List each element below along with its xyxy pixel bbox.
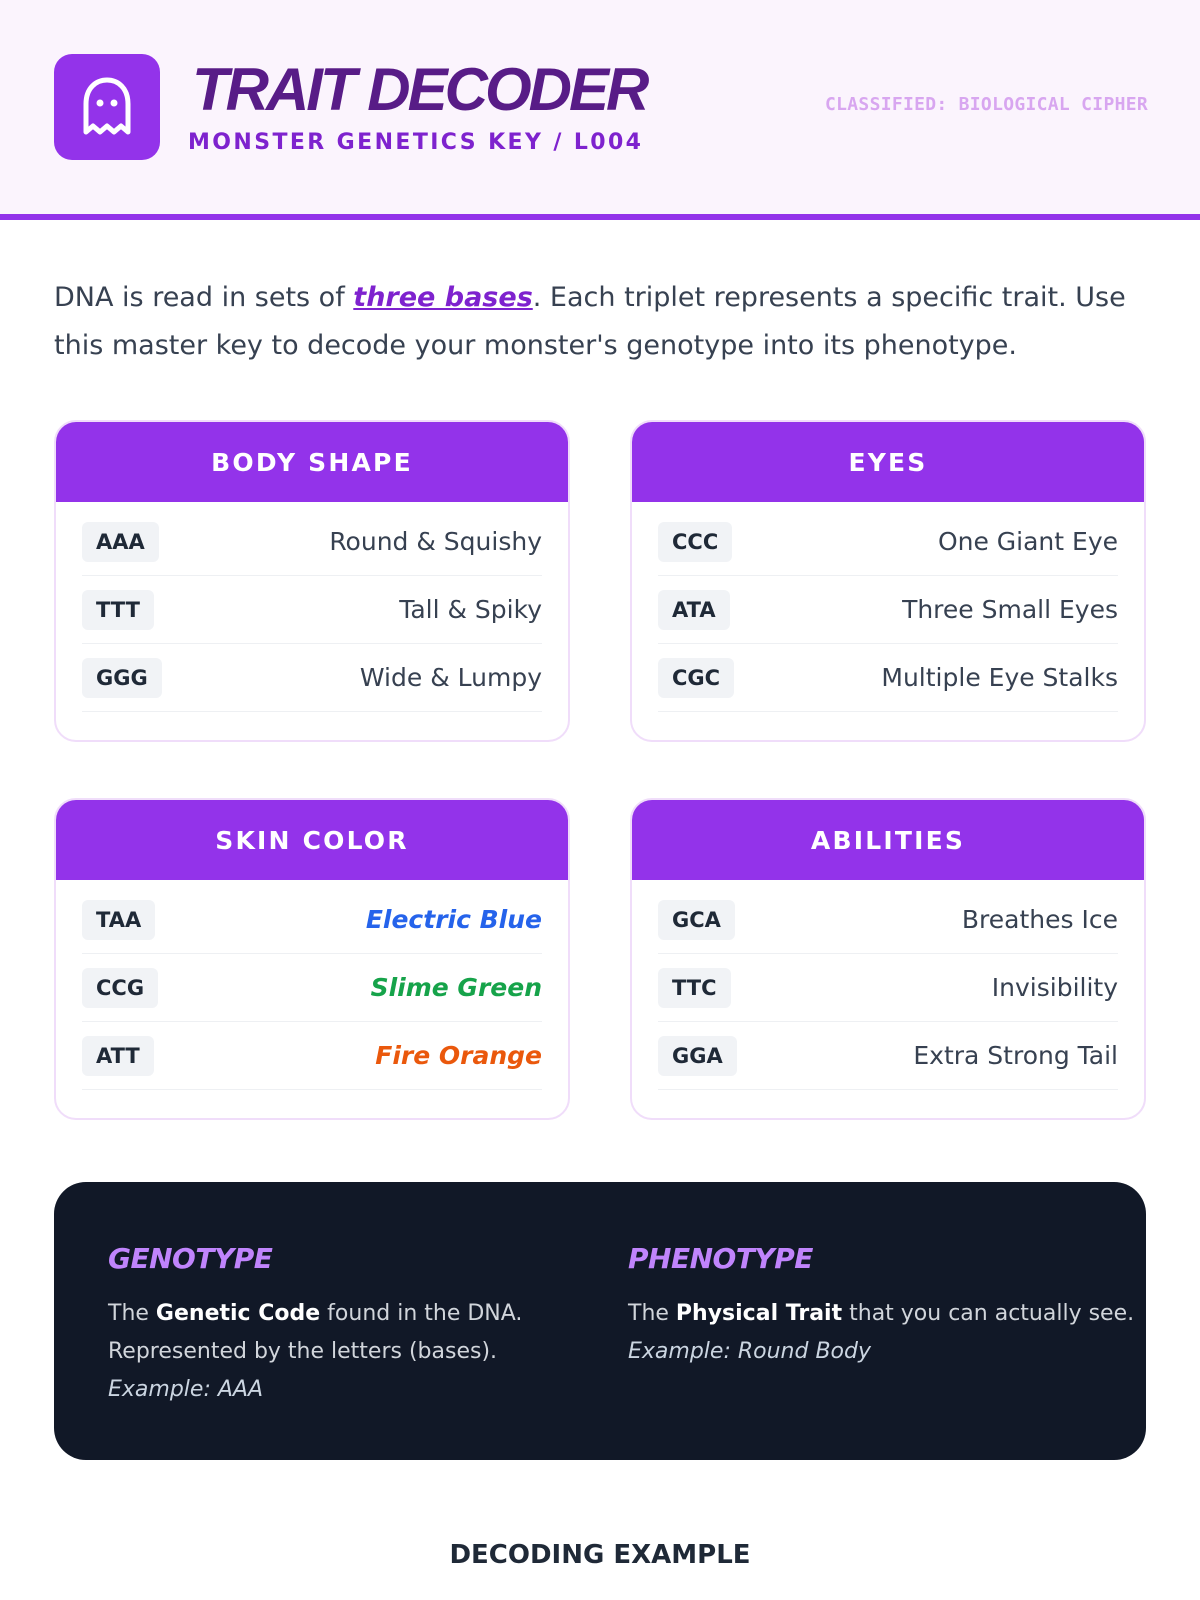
codon-badge: GGA bbox=[658, 1036, 737, 1076]
page-title: TRAIT DECODER bbox=[192, 56, 647, 123]
phenotype-example: Example: Round Body bbox=[628, 1339, 871, 1364]
card-title: ABILITIES bbox=[632, 800, 1144, 880]
codon-badge: GCA bbox=[658, 900, 735, 940]
trait-row bbox=[658, 954, 1118, 1022]
intro-emphasis: three bases bbox=[353, 282, 533, 313]
phenotype-description: The Physical Trait that you can actually see. bbox=[628, 1301, 1135, 1326]
card-title: EYES bbox=[632, 422, 1144, 502]
phenotype-term: Physical Trait bbox=[675, 1301, 843, 1326]
trait-row bbox=[82, 954, 542, 1022]
intro-text-start: DNA is read in sets of bbox=[54, 282, 354, 313]
trait-row bbox=[82, 508, 542, 576]
trait-row bbox=[658, 1022, 1118, 1090]
trait-label: Slime Green bbox=[370, 973, 542, 1002]
codon-badge: AAA bbox=[82, 522, 159, 562]
ghost-icon bbox=[80, 76, 134, 138]
genotype-definition bbox=[108, 1242, 522, 1409]
header bbox=[0, 0, 1200, 220]
codon-badge: CCC bbox=[658, 522, 732, 562]
codon-badge: GGG bbox=[82, 658, 162, 698]
card-abilities bbox=[630, 798, 1146, 1120]
trait-row bbox=[82, 1022, 542, 1090]
trait-label: Tall & Spiky bbox=[399, 595, 542, 624]
trait-row bbox=[82, 576, 542, 644]
definitions-panel bbox=[54, 1182, 1146, 1460]
intro-text-end: . Each triplet represents a specific trait. Use this master key to decode your monster's genotype into its phenotype. bbox=[54, 282, 1126, 361]
trait-label: Electric Blue bbox=[365, 905, 542, 934]
genotype-example: Example: AAA bbox=[108, 1377, 263, 1402]
codon-badge: ATA bbox=[658, 590, 730, 630]
codon-badge: CCG bbox=[82, 968, 158, 1008]
intro-paragraph bbox=[54, 274, 1154, 370]
trait-label: Multiple Eye Stalks bbox=[881, 663, 1118, 692]
trait-label: Extra Strong Tail bbox=[913, 1041, 1118, 1070]
classified-label: CLASSIFIED: BIOLOGICAL CIPHER bbox=[825, 94, 1148, 115]
trait-label: Three Small Eyes bbox=[902, 595, 1118, 624]
card-title: BODY SHAPE bbox=[56, 422, 568, 502]
trait-label: Invisibility bbox=[991, 973, 1118, 1002]
trait-row bbox=[658, 886, 1118, 954]
trait-label: Breathes Ice bbox=[961, 905, 1118, 934]
logo bbox=[54, 54, 160, 160]
genotype-description: The Genetic Code found in the DNA. bbox=[108, 1301, 523, 1326]
decoding-example-heading: DECODING EXAMPLE bbox=[449, 1540, 751, 1570]
trait-row bbox=[82, 644, 542, 712]
genotype-title: GENOTYPE bbox=[108, 1242, 273, 1275]
card-skin-color bbox=[54, 798, 570, 1120]
codon-badge: TTC bbox=[658, 968, 731, 1008]
trait-label: Fire Orange bbox=[375, 1041, 542, 1070]
genotype-term: Genetic Code bbox=[155, 1301, 321, 1326]
trait-row bbox=[658, 644, 1118, 712]
page-subtitle: MONSTER GENETICS KEY / L004 bbox=[188, 130, 644, 155]
trait-label: One Giant Eye bbox=[937, 527, 1118, 556]
trait-row bbox=[82, 886, 542, 954]
codon-badge: CGC bbox=[658, 658, 734, 698]
trait-row bbox=[658, 576, 1118, 644]
trait-label: Round & Squishy bbox=[329, 527, 542, 556]
codon-badge: ATT bbox=[82, 1036, 154, 1076]
phenotype-title: PHENOTYPE bbox=[628, 1242, 813, 1275]
card-eyes bbox=[630, 420, 1146, 742]
card-body-shape bbox=[54, 420, 570, 742]
phenotype-definition bbox=[628, 1242, 1134, 1371]
trait-row bbox=[658, 508, 1118, 576]
genotype-line2: Represented by the letters (bases). bbox=[108, 1339, 498, 1364]
trait-label: Wide & Lumpy bbox=[359, 663, 542, 692]
codon-badge: TAA bbox=[82, 900, 155, 940]
card-title: SKIN COLOR bbox=[56, 800, 568, 880]
codon-badge: TTT bbox=[82, 590, 154, 630]
